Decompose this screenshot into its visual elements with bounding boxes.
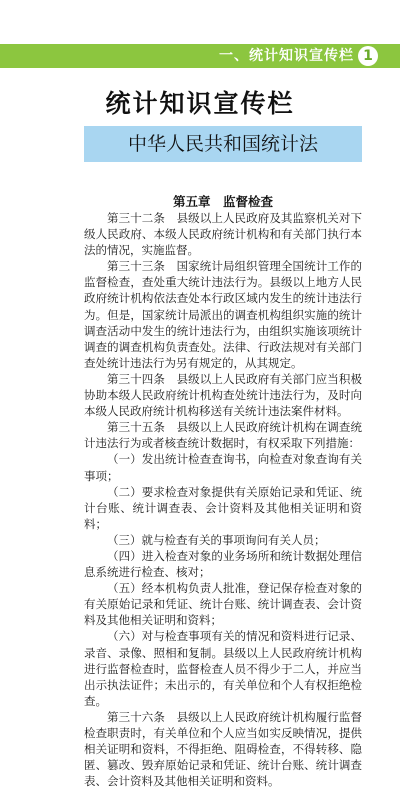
paragraph: 第三十二条 县级以上人民政府及其监察机关对下级人民政府、本级人民政府统计机构和有关部门执行本法的情况，实施监督。	[84, 211, 362, 258]
paragraph: （三）就与检查有关的事项询问有关人员；	[107, 532, 326, 547]
section-header-bar	[0, 44, 400, 68]
section-number-badge: 1	[358, 46, 378, 66]
paragraph: 第三十三条 国家统计局组织管理全国统计工作的监督检查，查处重大统计违法行为。县级以上地方人民政府统计机构依法查处本行政区域内发生的统计违法行为。但是，国家统计局派出的调查机构组织实施的统计调查活动中发生的统计违法行为，由组织实施该项统计调查的调查机构负责查处。法律、行政法规对有关部门查处统计违法行为另有规定的，从其规定。	[84, 259, 362, 370]
article-body	[84, 210, 362, 789]
section-title: 一、统计知识宣传栏	[219, 48, 354, 64]
paragraph: （四）进入检查对象的业务场所和统计数据处理信息系统进行检查、核对；	[84, 548, 362, 580]
column-title: 统计知识宣传栏	[105, 89, 295, 118]
paragraph: 第三十四条 县级以上人民政府有关部门应当积极协助本级人民政府统计机构查处统计违法行为，及时向本级人民政府统计机构移送有关统计违法案件材料。	[84, 371, 362, 419]
paragraph: （五）经本机构负责人批准，登记保存检查对象的有关原始记录和凭证、统计台账、统计调查表、会计资料及其他相关证明和资料；	[84, 581, 362, 628]
paragraph: （六）对与检查事项有关的情况和资料进行记录、录音、录像、照相和复制。县级以上人民政府统计机构进行监督检查时，监督检查人员不得少于二人，并应当出示执法证件；未出示的，有关单位和个人有权拒绝检查。	[84, 629, 362, 708]
law-title-box: 中华人民共和国统计法	[84, 126, 362, 162]
paragraph: （一）发出统计检查查询书，向检查对象查询有关事项；	[84, 452, 362, 483]
paragraph: （二）要求检查对象提供有关原始记录和凭证、统计台账、统计调查表、会计资料及其他相关证明和资料；	[84, 484, 362, 531]
chapter-title: 第五章 监督检查	[172, 194, 273, 209]
paragraph: 第三十六条 县级以上人民政府统计机构履行监督检查职责时，有关单位和个人应当如实反映情况，提供相关证明和资料，不得拒绝、阻碍检查，不得转移、隐匿、篡改、毁弃原始记录和凭证、统计台账、统计调查表、会计资料及其他相关证明和资料。	[84, 709, 362, 789]
paragraph: 第三十五条 县级以上人民政府统计机构在调查统计违法行为或者核查统计数据时，有权采取下列措施：	[84, 420, 362, 451]
